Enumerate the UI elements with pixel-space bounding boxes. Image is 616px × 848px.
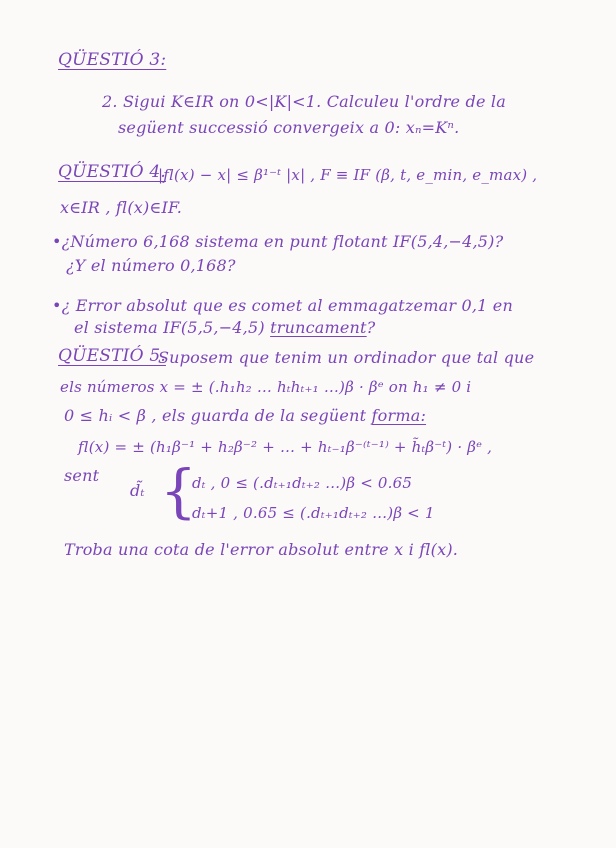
q5-text-line-5: Troba una cota de l'error absolut entre x i fl(x). [64, 540, 459, 559]
q5-header: QÜESTIÓ 5. [58, 346, 166, 366]
q4-text-line-2: x∈IR , fl(x)∈IF. [60, 198, 183, 217]
q3-text-line-2: següent successió convergeix a 0: xₙ=Kⁿ. [118, 118, 460, 137]
q5-text-line-1: Suposem que tenim un ordinador que tal que [158, 348, 535, 367]
q4-header: QÜESTIÓ 4. [58, 162, 166, 182]
q5-case-2: dₜ+1 , 0.65 ≤ (.dₜ₊₁dₜ₊₂ …)β < 1 [192, 504, 435, 522]
q5-text-line-3 [64, 406, 426, 425]
q5-sent: sent [64, 466, 100, 485]
q4-question-mark: ? [366, 318, 376, 337]
q4-bullet-1-line-2: ¿Y el número 0,168? [66, 256, 236, 275]
q5-case-1: dₜ , 0 ≤ (.dₜ₊₁dₜ₊₂ …)β < 0.65 [192, 474, 413, 492]
q5-forma: forma: [371, 406, 427, 425]
q5-text-line-2: els números x = ± (.h₁h₂ … hₜhₜ₊₁ …)β · βᵉ on h₁ ≠ 0 i [60, 378, 472, 396]
q4-bullet-1-line-1: •¿Número 6,168 sistema en punt flotant IF(5,4,−4,5)? [52, 232, 504, 251]
q3-header: QÜESTIÓ 3: [58, 50, 167, 70]
q4-formula: |fl(x) − x| ≤ β¹⁻ᵗ |x| , F ≡ IF (β, t, e_min, e_max) , [158, 166, 538, 184]
q4-bullet-2-line-2 [74, 318, 375, 337]
q4-bullet-2-text: el sistema IF(5,5,−4,5) [74, 318, 265, 337]
q5-case-brace: { [160, 457, 197, 525]
q4-bullet-2-line-1: •¿ Error absolut que es comet al emmagatzemar 0,1 en [52, 296, 513, 315]
q5-text-line-3-main: 0 ≤ hᵢ < β , els guarda de la següent [64, 406, 367, 425]
q4-truncament: truncament [270, 318, 367, 337]
q5-dt-symbol: d̃ₜ [130, 481, 145, 500]
q5-formula-fl: fl(x) = ± (h₁β⁻¹ + h₂β⁻² + … + hₜ₋₁β⁻⁽ᵗ⁻¹⁾ + h̃ₜβ⁻ᵗ) · βᵉ , [78, 438, 493, 456]
q3-text-line-1: 2. Sigui K∈IR on 0<|K|<1. Calculeu l'ordre de la [102, 92, 506, 111]
